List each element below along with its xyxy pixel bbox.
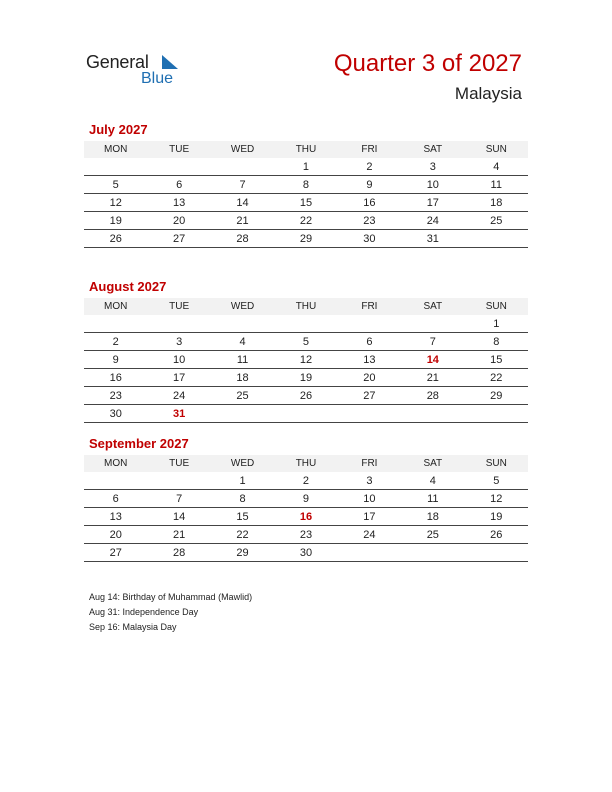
calendar-grid [84,141,528,248]
day-cell: 24 [147,387,210,405]
day-cell: 12 [84,194,147,212]
weekday-header: SUN [465,298,528,315]
day-cell: 7 [401,333,464,351]
day-cell: 13 [84,508,147,526]
week-row [84,212,528,230]
week-row [84,230,528,248]
day-cell: 21 [401,369,464,387]
day-cell: 2 [84,333,147,351]
day-cell: 29 [465,387,528,405]
week-row [84,315,528,333]
holiday-notes [89,590,252,635]
day-cell: 30 [84,405,147,423]
day-cell: 15 [274,194,337,212]
month-title: September 2027 [89,436,189,451]
week-row [84,472,528,490]
day-cell: 22 [274,212,337,230]
day-cell: 15 [211,508,274,526]
empty-day-cell [338,405,401,423]
week-row [84,508,528,526]
weekday-header: WED [211,455,274,472]
day-cell: 2 [274,472,337,490]
empty-day-cell [465,544,528,562]
day-cell: 4 [211,333,274,351]
month-july [84,123,528,248]
month-august [84,280,528,423]
day-cell: 19 [84,212,147,230]
weekday-header: TUE [147,141,210,158]
empty-day-cell [147,472,210,490]
day-cell: 3 [338,472,401,490]
day-cell: 29 [211,544,274,562]
day-cell: 18 [465,194,528,212]
holiday-note: Aug 31: Independence Day [89,607,199,617]
weekday-header-row [84,455,528,472]
day-cell: 14 [147,508,210,526]
week-row [84,194,528,212]
day-cell: 20 [84,526,147,544]
weekday-header: TUE [147,455,210,472]
weekday-header: THU [274,455,337,472]
month-title: July 2027 [89,122,148,137]
day-cell: 31 [401,230,464,248]
day-cell: 8 [465,333,528,351]
day-cell: 8 [274,176,337,194]
day-cell: 25 [465,212,528,230]
day-cell: 13 [338,351,401,369]
day-cell: 6 [147,176,210,194]
day-cell: 21 [147,526,210,544]
day-cell: 12 [274,351,337,369]
holiday-day-cell: 16 [274,508,337,526]
empty-day-cell [84,158,147,176]
day-cell: 21 [211,212,274,230]
empty-day-cell [338,315,401,333]
day-cell: 20 [338,369,401,387]
week-row [84,351,528,369]
empty-day-cell [401,315,464,333]
day-cell: 3 [147,333,210,351]
empty-day-cell [211,405,274,423]
day-cell: 30 [338,230,401,248]
day-cell: 13 [147,194,210,212]
weekday-header: SUN [465,455,528,472]
day-cell: 19 [465,508,528,526]
day-cell: 17 [401,194,464,212]
day-cell: 19 [274,369,337,387]
day-cell: 6 [84,490,147,508]
day-cell: 27 [84,544,147,562]
logo-flag-icon [162,55,178,69]
day-cell: 25 [401,526,464,544]
day-cell: 9 [274,490,337,508]
weekday-header: SUN [465,141,528,158]
page-title: Quarter 3 of 2027 [333,50,522,77]
day-cell: 18 [211,369,274,387]
day-cell: 9 [338,176,401,194]
country-name: Malaysia [454,84,522,103]
day-cell: 12 [465,490,528,508]
day-cell: 28 [147,544,210,562]
month-september [84,437,528,562]
empty-day-cell [211,158,274,176]
day-cell: 1 [465,315,528,333]
empty-day-cell [84,315,147,333]
generalblue-logo [86,50,196,90]
day-cell: 23 [274,526,337,544]
day-cell: 7 [147,490,210,508]
day-cell: 24 [338,526,401,544]
weekday-header: THU [274,298,337,315]
weekday-header: FRI [338,141,401,158]
day-cell: 17 [147,369,210,387]
weekday-header: WED [211,141,274,158]
day-cell: 22 [211,526,274,544]
empty-day-cell [274,405,337,423]
week-row [84,490,528,508]
day-cell: 15 [465,351,528,369]
week-row [84,333,528,351]
empty-day-cell [274,315,337,333]
holiday-note: Aug 14: Birthday of Muhammad (Mawlid) [89,592,253,602]
day-cell: 1 [274,158,337,176]
day-cell: 11 [465,176,528,194]
day-cell: 26 [465,526,528,544]
day-cell: 11 [401,490,464,508]
day-cell: 27 [338,387,401,405]
week-row [84,176,528,194]
day-cell: 1 [211,472,274,490]
week-row [84,158,528,176]
day-cell: 3 [401,158,464,176]
empty-day-cell [147,315,210,333]
empty-day-cell [338,544,401,562]
day-cell: 5 [274,333,337,351]
weekday-header: FRI [338,455,401,472]
day-cell: 25 [211,387,274,405]
day-cell: 27 [147,230,210,248]
month-title: August 2027 [89,279,167,294]
weekday-header: SAT [401,141,464,158]
empty-day-cell [84,472,147,490]
holiday-day-cell: 14 [401,351,464,369]
week-row [84,544,528,562]
day-cell: 10 [401,176,464,194]
day-cell: 4 [465,158,528,176]
logo-text-blue: Blue [141,70,174,87]
day-cell: 10 [338,490,401,508]
week-row [84,369,528,387]
day-cell: 4 [401,472,464,490]
day-cell: 28 [401,387,464,405]
weekday-header-row [84,298,528,315]
weekday-header: THU [274,141,337,158]
holiday-note: Sep 16: Malaysia Day [89,622,177,632]
weekday-header: SAT [401,455,464,472]
day-cell: 26 [84,230,147,248]
day-cell: 8 [211,490,274,508]
day-cell: 26 [274,387,337,405]
weekday-header-row [84,141,528,158]
day-cell: 11 [211,351,274,369]
day-cell: 7 [211,176,274,194]
logo-text-general: General [86,52,149,72]
empty-day-cell [465,405,528,423]
day-cell: 5 [465,472,528,490]
weekday-header: MON [84,141,147,158]
week-row [84,405,528,423]
day-cell: 16 [84,369,147,387]
empty-day-cell [211,315,274,333]
weekday-header: SAT [401,298,464,315]
weekday-header: MON [84,298,147,315]
holiday-day-cell: 31 [147,405,210,423]
day-cell: 16 [338,194,401,212]
day-cell: 22 [465,369,528,387]
calendar-grid [84,298,528,423]
calendar-grid [84,455,528,562]
day-cell: 30 [274,544,337,562]
weekday-header: TUE [147,298,210,315]
day-cell: 23 [338,212,401,230]
day-cell: 5 [84,176,147,194]
day-cell: 18 [401,508,464,526]
weekday-header: WED [211,298,274,315]
day-cell: 29 [274,230,337,248]
day-cell: 6 [338,333,401,351]
empty-day-cell [401,405,464,423]
day-cell: 17 [338,508,401,526]
week-row [84,526,528,544]
empty-day-cell [147,158,210,176]
day-cell: 23 [84,387,147,405]
empty-day-cell [401,544,464,562]
day-cell: 2 [338,158,401,176]
day-cell: 10 [147,351,210,369]
week-row [84,387,528,405]
weekday-header: MON [84,455,147,472]
day-cell: 9 [84,351,147,369]
day-cell: 24 [401,212,464,230]
day-cell: 28 [211,230,274,248]
day-cell: 20 [147,212,210,230]
day-cell: 14 [211,194,274,212]
empty-day-cell [465,230,528,248]
weekday-header: FRI [338,298,401,315]
